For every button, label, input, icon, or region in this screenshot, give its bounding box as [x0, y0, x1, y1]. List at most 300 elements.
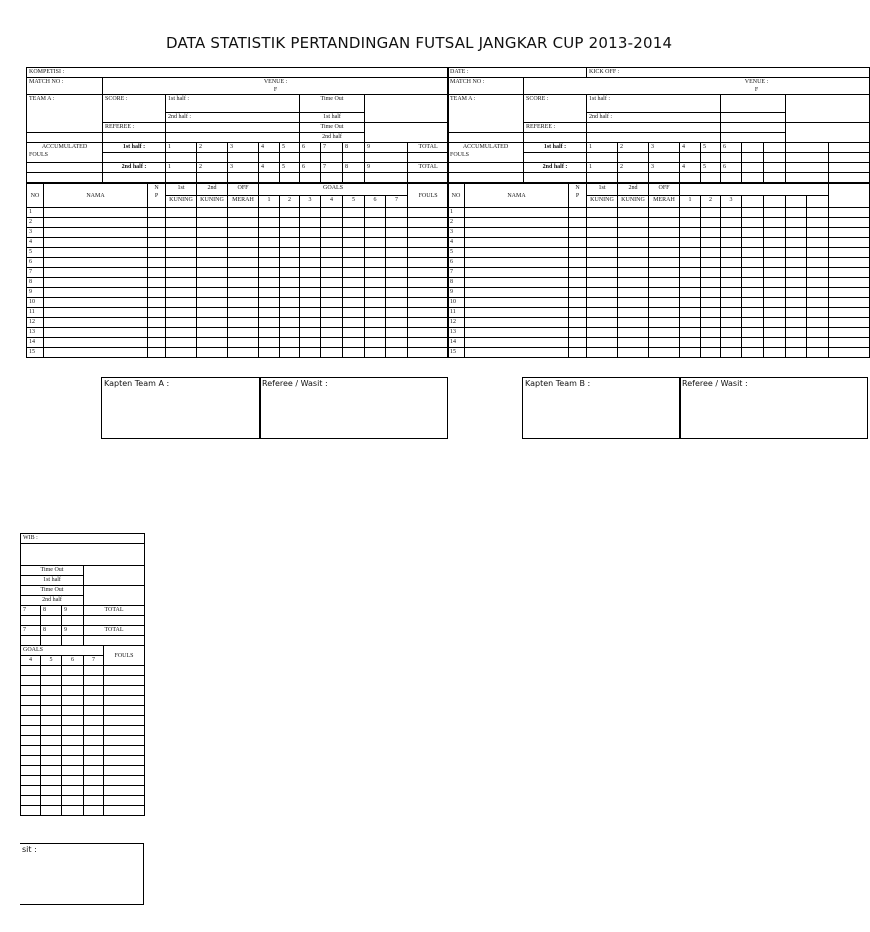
fouls-total-label-2: TOTAL [408, 163, 449, 173]
row-cell [166, 348, 197, 358]
row-number: 6 [27, 258, 44, 268]
foul-cell: 7 [21, 626, 41, 636]
kapten-team-b-box [522, 377, 681, 439]
foul-cell: 6 [300, 143, 321, 153]
row-cell [321, 298, 343, 308]
row-cell [259, 328, 280, 338]
row-cell [587, 328, 618, 338]
row-cell [807, 208, 829, 218]
row-cell [807, 218, 829, 228]
row-cell [649, 208, 680, 218]
row-cell [680, 298, 701, 308]
row-number: 7 [448, 268, 465, 278]
table-row [21, 696, 145, 706]
row-cell [465, 318, 569, 328]
score-label-b: SCORE : [524, 95, 587, 113]
row-cell [649, 268, 680, 278]
row-cell [280, 248, 300, 258]
row-cell [343, 288, 365, 298]
row-cell [148, 208, 166, 218]
row-cell [41, 686, 62, 696]
row-cell [569, 238, 587, 248]
table-row [27, 328, 449, 338]
table-row [448, 288, 870, 298]
row-cell [166, 238, 197, 248]
row-cell [807, 308, 829, 318]
table-row [27, 268, 449, 278]
row-cell [701, 268, 721, 278]
merah-header: MERAH [649, 196, 680, 208]
foul-cell: 4 [680, 143, 701, 153]
row-cell [742, 218, 764, 228]
goal-col-header: 3 [300, 196, 321, 208]
row-cell [807, 328, 829, 338]
row-cell [259, 318, 280, 328]
foul-cell: 5 [701, 163, 721, 173]
row-cell [343, 208, 365, 218]
table-row [21, 736, 145, 746]
row-cell [721, 308, 742, 318]
row-cell [680, 318, 701, 328]
row-cell [764, 248, 786, 258]
row-cell [343, 248, 365, 258]
row-cell [408, 278, 449, 288]
foul-cell: 1 [166, 163, 197, 173]
row-cell [721, 218, 742, 228]
row-cell [104, 706, 145, 716]
row-cell [197, 288, 228, 298]
row-cell [104, 756, 145, 766]
row-cell [569, 278, 587, 288]
score-label: SCORE : [103, 95, 166, 113]
row-cell [21, 686, 41, 696]
row-cell [386, 318, 408, 328]
row-cell [649, 348, 680, 358]
row-cell [829, 308, 870, 318]
row-cell [62, 716, 84, 726]
goal-col-header: 2 [701, 196, 721, 208]
row-cell [259, 208, 280, 218]
frag-total: TOTAL [84, 606, 145, 616]
row-cell [300, 228, 321, 238]
row-cell [228, 318, 259, 328]
row-cell [649, 248, 680, 258]
kapten-team-a-label: Kapten Team A : [104, 379, 170, 388]
row-cell [618, 218, 649, 228]
row-cell [166, 248, 197, 258]
row-number: 5 [448, 248, 465, 258]
row-number: 15 [27, 348, 44, 358]
row-cell [300, 278, 321, 288]
kuning-header: KUNING [618, 196, 649, 208]
referee-label: REFEREE : [103, 123, 166, 133]
row-cell [829, 328, 870, 338]
row-number: 10 [448, 298, 465, 308]
row-cell [321, 228, 343, 238]
row-cell [701, 238, 721, 248]
row-cell [44, 208, 148, 218]
row-cell [148, 298, 166, 308]
row-cell [321, 238, 343, 248]
goal-col-header: 7 [386, 196, 408, 208]
row-cell [166, 318, 197, 328]
goal-col-header: 7 [84, 656, 104, 666]
table-row [27, 218, 449, 228]
row-cell [721, 288, 742, 298]
row-cell [807, 278, 829, 288]
row-cell [228, 208, 259, 218]
row-cell [465, 218, 569, 228]
foul-cell: 4 [259, 163, 280, 173]
row-cell [649, 318, 680, 328]
row-number: 7 [27, 268, 44, 278]
row-cell [44, 318, 148, 328]
row-cell [280, 238, 300, 248]
row-cell [587, 308, 618, 318]
row-cell [829, 318, 870, 328]
row-cell [41, 666, 62, 676]
row-cell [148, 228, 166, 238]
row-cell [21, 696, 41, 706]
row-cell [84, 696, 104, 706]
row-cell [197, 348, 228, 358]
row-cell [365, 288, 386, 298]
table-row [448, 258, 870, 268]
row-cell [569, 338, 587, 348]
row-cell [259, 258, 280, 268]
row-cell [587, 268, 618, 278]
row-cell [587, 298, 618, 308]
merah-header: MERAH [228, 196, 259, 208]
row-cell [829, 248, 870, 258]
row-cell [786, 298, 807, 308]
row-cell [62, 736, 84, 746]
row-cell [343, 298, 365, 308]
row-cell [84, 756, 104, 766]
row-cell [300, 308, 321, 318]
foul-cell: 4 [680, 163, 701, 173]
row-cell [44, 238, 148, 248]
row-cell [104, 716, 145, 726]
row-cell [300, 338, 321, 348]
table-row [27, 258, 449, 268]
row-cell [721, 298, 742, 308]
np-header-b: N P [569, 184, 587, 208]
row-cell [148, 218, 166, 228]
row-cell [21, 786, 41, 796]
kick-off-label: KICK OFF : [587, 68, 870, 78]
fouls-half2-label: 2nd half : [103, 163, 166, 173]
team-b-label: TEAM A : [448, 95, 524, 133]
row-cell [587, 318, 618, 328]
row-cell [680, 348, 701, 358]
row-cell [701, 278, 721, 288]
row-cell [44, 288, 148, 298]
row-cell [44, 328, 148, 338]
row-cell [228, 298, 259, 308]
row-cell [649, 258, 680, 268]
row-cell [280, 228, 300, 238]
row-cell [365, 248, 386, 258]
row-number: 1 [27, 208, 44, 218]
row-cell [587, 288, 618, 298]
row-number: 14 [448, 338, 465, 348]
frag-time-out: Time Out [21, 566, 84, 576]
row-cell [84, 736, 104, 746]
row-cell [280, 288, 300, 298]
table-row [21, 716, 145, 726]
row-cell [721, 228, 742, 238]
table-row [27, 298, 449, 308]
row-cell [321, 258, 343, 268]
row-cell [365, 208, 386, 218]
row-cell [148, 258, 166, 268]
kuning-header: KUNING [166, 196, 197, 208]
table-row [27, 228, 449, 238]
fouls-half2-label-b: 2nd half : [524, 163, 587, 173]
row-cell [465, 228, 569, 238]
row-cell [41, 746, 62, 756]
row-cell [587, 218, 618, 228]
row-cell [408, 248, 449, 258]
row-cell [259, 248, 280, 258]
row-cell [569, 308, 587, 318]
row-cell [228, 228, 259, 238]
row-cell [104, 746, 145, 756]
row-cell [84, 766, 104, 776]
row-cell [21, 666, 41, 676]
table-row [27, 248, 449, 258]
row-cell [321, 278, 343, 288]
foul-cell: 2 [197, 143, 228, 153]
row-cell [259, 218, 280, 228]
row-cell [680, 218, 701, 228]
foul-cell: 6 [721, 163, 742, 173]
row-cell [807, 318, 829, 328]
row-cell [300, 238, 321, 248]
table-row [21, 746, 145, 756]
row-number: 5 [27, 248, 44, 258]
row-cell [321, 218, 343, 228]
row-cell [649, 238, 680, 248]
table-row [448, 238, 870, 248]
row-number: 8 [27, 278, 44, 288]
row-cell [41, 776, 62, 786]
row-cell [104, 696, 145, 706]
row-cell [680, 278, 701, 288]
row-cell [701, 218, 721, 228]
row-cell [228, 268, 259, 278]
nama-header: NAMA [44, 184, 148, 208]
row-cell [742, 248, 764, 258]
row-cell [343, 318, 365, 328]
row-cell [259, 298, 280, 308]
row-cell [701, 208, 721, 218]
row-number: 13 [448, 328, 465, 338]
table-row [448, 228, 870, 238]
row-cell [618, 248, 649, 258]
row-cell [104, 796, 145, 806]
foul-cell: 6 [721, 143, 742, 153]
row-cell [365, 348, 386, 358]
row-cell [721, 248, 742, 258]
row-cell [44, 268, 148, 278]
row-cell [228, 338, 259, 348]
row-number: 14 [27, 338, 44, 348]
row-cell [569, 258, 587, 268]
row-cell [44, 258, 148, 268]
second-yellow-header-b: 2nd [618, 184, 649, 196]
row-cell [807, 298, 829, 308]
row-cell [465, 338, 569, 348]
goal-col-header: 3 [721, 196, 742, 208]
row-cell [62, 796, 84, 806]
row-number: 4 [27, 238, 44, 248]
row-cell [343, 218, 365, 228]
row-cell [569, 298, 587, 308]
goal-col-header: 4 [321, 196, 343, 208]
row-cell [300, 288, 321, 298]
row-cell [148, 238, 166, 248]
row-cell [41, 766, 62, 776]
row-cell [44, 248, 148, 258]
row-cell [21, 796, 41, 806]
row-cell [649, 338, 680, 348]
row-cell [386, 208, 408, 218]
row-cell [166, 208, 197, 218]
table-row [21, 686, 145, 696]
row-cell [84, 796, 104, 806]
row-cell [618, 288, 649, 298]
row-cell [228, 278, 259, 288]
row-cell [62, 686, 84, 696]
row-cell [148, 318, 166, 328]
row-number: 1 [448, 208, 465, 218]
row-cell [365, 298, 386, 308]
time-out-box [365, 95, 449, 123]
row-cell [300, 298, 321, 308]
row-cell [365, 268, 386, 278]
venue-label-b: VENUE : F [524, 78, 870, 95]
row-cell [365, 228, 386, 238]
row-cell [41, 706, 62, 716]
row-cell [764, 238, 786, 248]
row-cell [569, 348, 587, 358]
score-first-half-label-b: 1st half : [587, 95, 721, 113]
row-cell [786, 308, 807, 318]
row-cell [62, 786, 84, 796]
table-row [21, 706, 145, 716]
off-header-b: OFF [649, 184, 680, 196]
no-header: NO [27, 184, 44, 208]
row-cell [465, 348, 569, 358]
row-cell [764, 258, 786, 268]
row-cell [280, 318, 300, 328]
row-cell [721, 328, 742, 338]
row-cell [84, 706, 104, 716]
row-cell [721, 268, 742, 278]
table-row [448, 218, 870, 228]
row-cell [408, 218, 449, 228]
row-cell [62, 806, 84, 816]
table-row [21, 776, 145, 786]
foul-cell: 3 [228, 143, 259, 153]
row-cell [721, 208, 742, 218]
row-cell [742, 238, 764, 248]
row-cell [197, 228, 228, 238]
row-number: 9 [27, 288, 44, 298]
row-cell [365, 318, 386, 328]
row-cell [829, 218, 870, 228]
row-cell [742, 328, 764, 338]
row-cell [680, 268, 701, 278]
row-cell [104, 676, 145, 686]
row-cell [321, 338, 343, 348]
row-cell [807, 238, 829, 248]
row-cell [701, 228, 721, 238]
time-out-label: Time Out [300, 95, 365, 113]
row-cell [300, 318, 321, 328]
row-cell [680, 288, 701, 298]
row-cell [343, 308, 365, 318]
row-cell [742, 298, 764, 308]
row-cell [41, 756, 62, 766]
row-cell [166, 298, 197, 308]
row-cell [166, 288, 197, 298]
team-b-player-table [447, 183, 870, 358]
frag-goals: GOALS [21, 646, 104, 656]
row-cell [742, 348, 764, 358]
row-cell [786, 328, 807, 338]
row-cell [21, 806, 41, 816]
table-row [448, 208, 870, 218]
foul-cell: 9 [365, 143, 408, 153]
table-row [448, 278, 870, 288]
goal-col-header: 1 [259, 196, 280, 208]
foul-cell: 8 [343, 163, 365, 173]
row-cell [44, 228, 148, 238]
table-row [21, 786, 145, 796]
row-cell [764, 288, 786, 298]
table-row [448, 348, 870, 358]
row-cell [104, 776, 145, 786]
row-cell [569, 248, 587, 258]
row-cell [742, 318, 764, 328]
row-cell [701, 308, 721, 318]
first-yellow-header: 1st [166, 184, 197, 196]
row-cell [701, 338, 721, 348]
row-cell [228, 308, 259, 318]
goal-col-header: 2 [280, 196, 300, 208]
row-cell [786, 218, 807, 228]
row-cell [280, 268, 300, 278]
row-cell [41, 796, 62, 806]
row-cell [41, 716, 62, 726]
row-cell [680, 208, 701, 218]
referee-wasit-label-b: Referee / Wasit : [682, 379, 748, 388]
row-cell [408, 328, 449, 338]
row-cell [465, 288, 569, 298]
row-cell [742, 278, 764, 288]
row-cell [721, 338, 742, 348]
row-cell [148, 288, 166, 298]
foul-cell: 3 [649, 143, 680, 153]
accumulated-fouls-label: ACCUMULATED FOULS [27, 143, 103, 163]
row-cell [84, 676, 104, 686]
second-yellow-header: 2nd [197, 184, 228, 196]
frag-total-2: TOTAL [84, 626, 145, 636]
row-cell [807, 338, 829, 348]
